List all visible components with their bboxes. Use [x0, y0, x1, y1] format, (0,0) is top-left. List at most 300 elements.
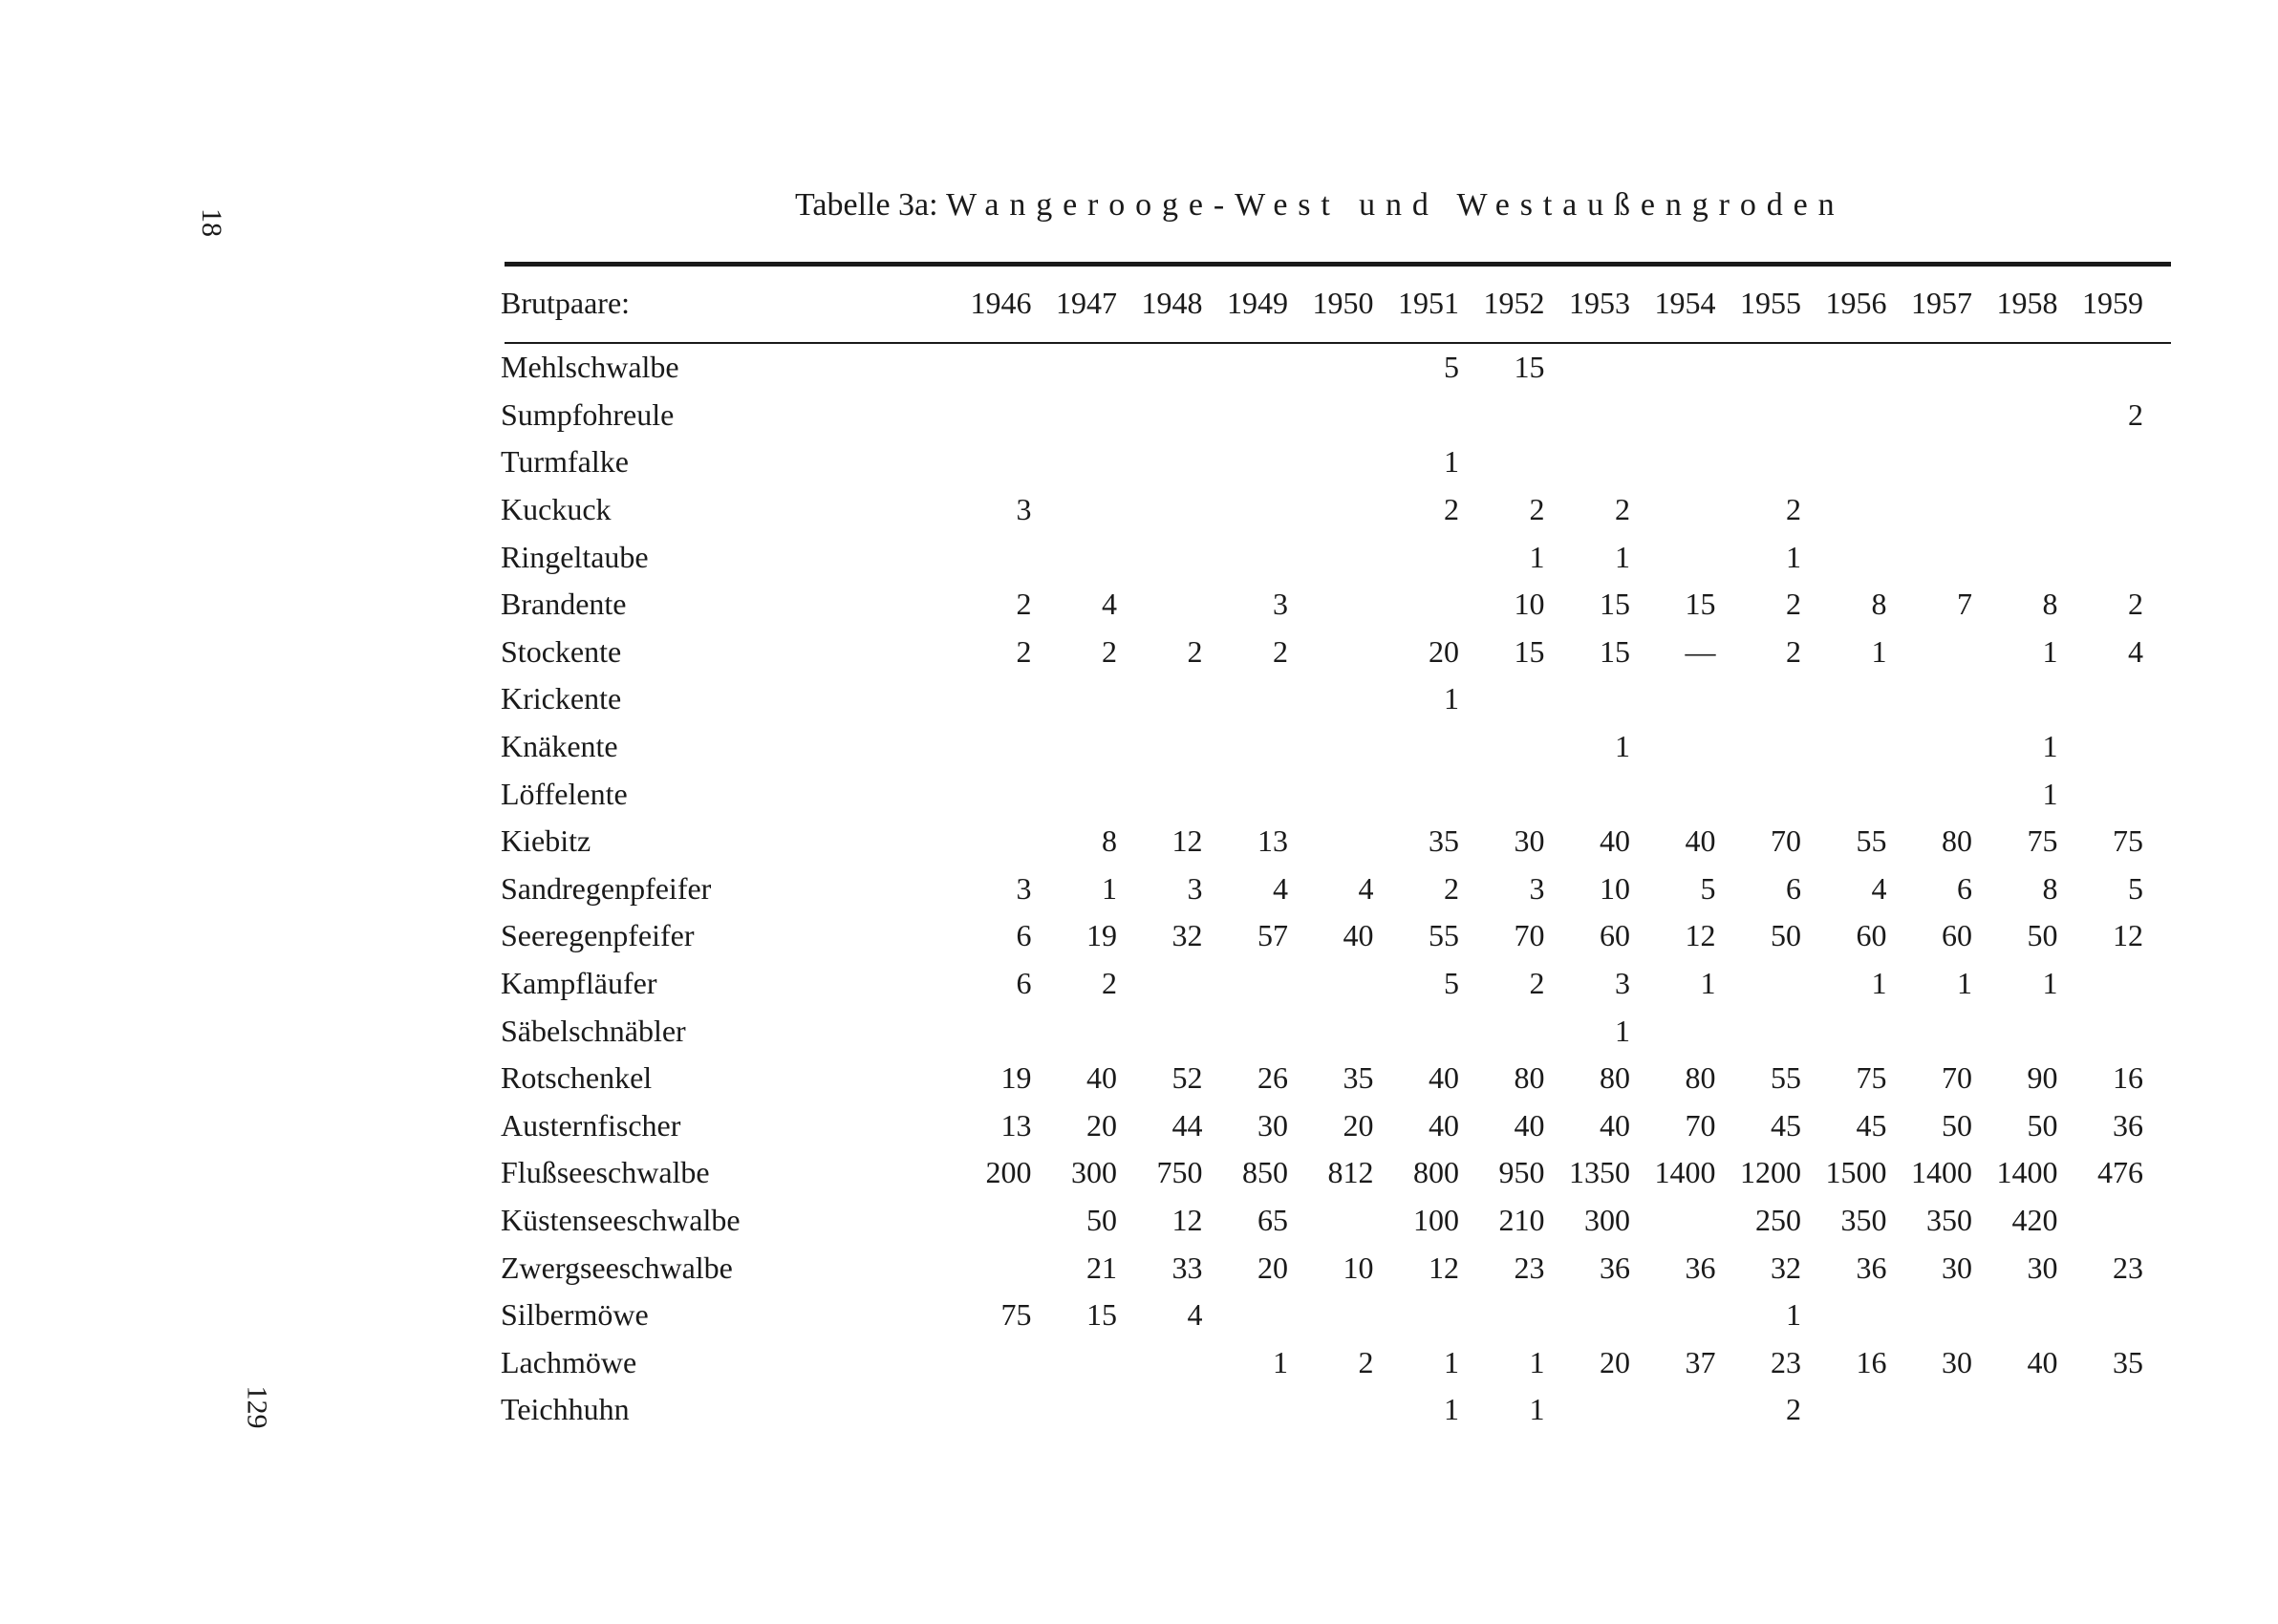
pair-count-cell: 8: [2042, 587, 2058, 622]
pair-count-cell: 45: [1771, 1107, 1801, 1143]
pair-count-cell: 44: [1171, 1107, 1203, 1143]
pair-count-cell: [1130, 1007, 1216, 1055]
pair-count-cell: [1986, 486, 2072, 534]
pair-count-cell: [1130, 1338, 1216, 1386]
pair-count-cell: 1: [1102, 870, 1117, 906]
pair-count-cell: 45: [1856, 1107, 1887, 1143]
pair-count-cell: 12: [1171, 1202, 1203, 1237]
pair-count-cell: [1045, 1007, 1131, 1055]
pair-count-cell: 1: [1786, 1297, 1801, 1333]
pair-count-cell: [1387, 1292, 1473, 1339]
pair-count-cell: 19: [1086, 918, 1117, 953]
pair-count-cell: [1986, 1007, 2072, 1055]
pair-count-cell: [1644, 344, 1730, 392]
pair-count-cell: [1472, 770, 1558, 818]
table-row: [501, 865, 2157, 913]
pair-count-cell: [1730, 344, 1816, 392]
pair-count-cell: [2072, 723, 2158, 771]
pair-count-cell: 1: [1529, 539, 1545, 574]
pair-count-cell: [1901, 770, 1987, 818]
pair-count-cell: [1644, 1007, 1730, 1055]
pair-count-cell: [2072, 1386, 2158, 1434]
pair-count-cell: 2: [1016, 587, 1032, 622]
pair-count-cell: [1815, 486, 1901, 534]
table-title-location: Wangerooge-West und Westaußengroden: [946, 187, 1845, 223]
pair-count-cell: [1901, 344, 1987, 392]
table-row: [501, 1197, 2157, 1245]
pair-count-cell: [1815, 675, 1901, 723]
pair-count-cell: [1558, 344, 1644, 392]
pair-count-cell: [1901, 438, 1987, 486]
species-name: Kampfläufer: [501, 966, 657, 1001]
pair-count-cell: [1130, 392, 1216, 439]
pair-count-cell: 2: [1529, 492, 1545, 527]
pair-count-cell: [1644, 1386, 1730, 1434]
pair-count-cell: [1216, 675, 1302, 723]
pair-count-cell: [1730, 960, 1816, 1008]
pair-count-cell: [2072, 1292, 2158, 1339]
pair-count-cell: [959, 1244, 1045, 1292]
pair-count-cell: 1: [2042, 729, 2058, 764]
pair-count-cell: 23: [1771, 1344, 1801, 1379]
pair-count-cell: [1216, 1292, 1302, 1339]
pair-count-cell: [1387, 533, 1473, 581]
pair-count-cell: [1301, 533, 1387, 581]
pair-count-cell: [959, 392, 1045, 439]
pair-count-cell: [1301, 581, 1387, 629]
pair-count-cell: [1558, 675, 1644, 723]
pair-count-cell: 1: [1444, 1392, 1459, 1427]
pair-count-cell: [959, 1197, 1045, 1245]
pair-count-cell: 15: [1600, 587, 1630, 622]
pair-count-cell: [1045, 438, 1131, 486]
pair-count-cell: 50: [1771, 918, 1801, 953]
pair-count-cell: 15: [1685, 587, 1716, 622]
pair-count-cell: 800: [1413, 1155, 1459, 1190]
pair-count-cell: [1644, 1197, 1730, 1245]
pair-count-cell: [1216, 486, 1302, 534]
pair-count-cell: 40: [1429, 1060, 1459, 1096]
year-header: 1953: [1569, 285, 1630, 320]
pair-count-cell: [959, 438, 1045, 486]
species-name: Kiebitz: [501, 823, 591, 859]
pair-count-cell: 812: [1327, 1155, 1374, 1190]
pair-count-cell: [1815, 1386, 1901, 1434]
pair-count-cell: 40: [1343, 918, 1374, 953]
pair-count-cell: 13: [1000, 1107, 1032, 1143]
species-name: Krickente: [501, 681, 622, 716]
pair-count-cell: 80: [1514, 1060, 1545, 1096]
year-header: 1958: [1996, 285, 2058, 320]
table-row: [501, 533, 2157, 581]
pair-count-cell: 60: [1942, 918, 1972, 953]
pair-count-cell: [1216, 770, 1302, 818]
table-row: [501, 770, 2157, 818]
pair-count-cell: 476: [2097, 1155, 2143, 1190]
pair-count-cell: [2072, 486, 2158, 534]
pair-count-cell: 90: [2027, 1060, 2058, 1096]
pair-count-cell: [1730, 1007, 1816, 1055]
pair-count-cell: [1644, 675, 1730, 723]
pair-count-cell: [1644, 1292, 1730, 1339]
pair-count-cell: [1472, 675, 1558, 723]
pair-count-cell: 2: [2128, 587, 2143, 622]
pair-count-cell: 19: [1000, 1060, 1032, 1096]
pair-count-cell: 300: [1071, 1155, 1117, 1190]
pair-count-cell: 2: [1102, 966, 1117, 1001]
pair-count-cell: 300: [1584, 1202, 1630, 1237]
pair-count-cell: 35: [2113, 1344, 2143, 1379]
pair-count-cell: 1: [2042, 966, 2058, 1001]
table-header-row: [501, 279, 2157, 327]
pair-count-cell: [1301, 1292, 1387, 1339]
pair-count-cell: [1472, 392, 1558, 439]
page-number-top: 18: [196, 208, 227, 237]
pair-count-cell: [1216, 438, 1302, 486]
table-row: [501, 723, 2157, 771]
table-row: [501, 1244, 2157, 1292]
pair-count-cell: [1301, 629, 1387, 676]
year-header: 1959: [2082, 285, 2143, 320]
pair-count-cell: [1901, 629, 1987, 676]
pair-count-cell: [2072, 770, 2158, 818]
pair-count-cell: [1901, 1007, 1987, 1055]
pair-count-cell: 4: [2128, 633, 2143, 669]
pair-count-cell: [1130, 723, 1216, 771]
pair-count-cell: 50: [2027, 1107, 2058, 1143]
pair-count-cell: [1387, 1007, 1473, 1055]
pair-count-cell: [1130, 675, 1216, 723]
pair-count-cell: 6: [1786, 870, 1801, 906]
pair-count-cell: [1301, 770, 1387, 818]
pair-count-cell: [1216, 344, 1302, 392]
pair-count-cell: [1301, 438, 1387, 486]
pair-count-cell: [959, 723, 1045, 771]
pair-count-cell: 2: [1016, 633, 1032, 669]
pair-count-cell: 12: [1171, 823, 1203, 859]
pair-count-cell: [1986, 1292, 2072, 1339]
pair-count-cell: [1045, 392, 1131, 439]
pair-count-cell: [1901, 1292, 1987, 1339]
pair-count-cell: [1730, 675, 1816, 723]
pair-count-cell: [1815, 1292, 1901, 1339]
year-header: 1948: [1141, 285, 1203, 320]
pair-count-cell: [1986, 1386, 2072, 1434]
pair-count-cell: 6: [1016, 966, 1032, 1001]
pair-count-cell: 8: [1102, 823, 1117, 859]
pair-count-cell: 50: [1942, 1107, 1972, 1143]
pair-count-cell: [1216, 723, 1302, 771]
species-name: Austernfischer: [501, 1107, 681, 1143]
pair-count-cell: [1301, 392, 1387, 439]
species-name: Küstenseeschwalbe: [501, 1202, 741, 1237]
pair-count-cell: 15: [1600, 633, 1630, 669]
table-title-prefix: Tabelle 3a:: [795, 187, 947, 223]
pair-count-cell: 1500: [1825, 1155, 1887, 1190]
pair-count-cell: [1045, 1386, 1131, 1434]
pair-count-cell: 1: [2042, 776, 2058, 811]
pair-count-cell: 7: [1957, 587, 1972, 622]
pair-count-cell: 4: [1102, 587, 1117, 622]
pair-count-cell: 20: [1086, 1107, 1117, 1143]
pair-count-cell: [1130, 770, 1216, 818]
pair-count-cell: 2: [1786, 1392, 1801, 1427]
pair-count-cell: 1: [1786, 539, 1801, 574]
pair-count-cell: [1730, 770, 1816, 818]
pair-count-cell: [1045, 675, 1131, 723]
pair-count-cell: [1301, 1197, 1387, 1245]
pair-count-cell: [959, 770, 1045, 818]
pair-count-cell: 4: [1273, 870, 1288, 906]
pair-count-cell: 2: [1529, 966, 1545, 1001]
pair-count-cell: 50: [2027, 918, 2058, 953]
pair-count-cell: [2072, 1007, 2158, 1055]
pair-count-cell: [1815, 770, 1901, 818]
pair-count-cell: 16: [2113, 1060, 2143, 1096]
species-name: Ringeltaube: [501, 539, 649, 574]
pair-count-cell: 1: [1615, 539, 1630, 574]
pair-count-cell: 1: [1957, 966, 1972, 1001]
pair-count-cell: 1400: [1996, 1155, 2058, 1190]
table-row: [501, 1102, 2157, 1150]
pair-count-cell: [1130, 960, 1216, 1008]
pair-count-cell: [1901, 723, 1987, 771]
pair-count-cell: 80: [1685, 1060, 1716, 1096]
pair-count-cell: 65: [1257, 1202, 1288, 1237]
pair-count-cell: 1400: [1911, 1155, 1972, 1190]
pair-count-cell: [1644, 533, 1730, 581]
pair-count-cell: [1301, 1007, 1387, 1055]
table-row: [501, 1292, 2157, 1339]
pair-count-cell: 250: [1755, 1202, 1801, 1237]
pair-count-cell: 30: [1514, 823, 1545, 859]
pair-count-cell: 20: [1343, 1107, 1374, 1143]
table-row: [501, 1149, 2157, 1197]
table-row: [501, 629, 2157, 676]
pair-count-cell: 30: [2027, 1250, 2058, 1285]
pair-count-cell: [1130, 581, 1216, 629]
pair-count-cell: 30: [1257, 1107, 1288, 1143]
pair-count-cell: 40: [1600, 823, 1630, 859]
pair-count-cell: 30: [1942, 1344, 1972, 1379]
pair-count-cell: 2: [1102, 633, 1117, 669]
table-row: [501, 675, 2157, 723]
pair-count-cell: 33: [1171, 1250, 1203, 1285]
table-row: [501, 581, 2157, 629]
pair-count-cell: 1: [2042, 633, 2058, 669]
pair-count-cell: 36: [2113, 1107, 2143, 1143]
pair-count-cell: [1558, 392, 1644, 439]
pair-count-cell: 1: [1444, 444, 1459, 480]
pair-count-cell: [2072, 1197, 2158, 1245]
pair-count-cell: 5: [1700, 870, 1716, 906]
pair-count-cell: 3: [1187, 870, 1203, 906]
pair-count-cell: 60: [1856, 918, 1887, 953]
species-name: Stockente: [501, 633, 622, 669]
pair-count-cell: 12: [2113, 918, 2143, 953]
pair-count-cell: 2: [1444, 492, 1459, 527]
year-header: 1954: [1654, 285, 1716, 320]
species-name: Rotschenkel: [501, 1060, 653, 1096]
pair-count-cell: 420: [2011, 1202, 2058, 1237]
pair-count-cell: 1: [1871, 633, 1887, 669]
pair-count-cell: 32: [1771, 1250, 1801, 1285]
pair-count-cell: 55: [1856, 823, 1887, 859]
table-row: [501, 960, 2157, 1008]
pair-count-cell: 35: [1343, 1060, 1374, 1096]
pair-count-cell: 70: [1685, 1107, 1716, 1143]
page-number-bottom: 129: [241, 1385, 273, 1429]
pair-count-cell: [1986, 392, 2072, 439]
pair-count-cell: 70: [1771, 823, 1801, 859]
pair-count-cell: 10: [1600, 870, 1630, 906]
pair-count-cell: 2: [1786, 633, 1801, 669]
pair-count-cell: 70: [1942, 1060, 1972, 1096]
pair-count-cell: 12: [1685, 918, 1716, 953]
species-name: Knäkente: [501, 729, 618, 764]
pair-count-cell: 1: [1273, 1344, 1288, 1379]
pair-count-cell: 80: [1942, 823, 1972, 859]
pair-count-cell: 75: [1856, 1060, 1887, 1096]
species-name: Turmfalke: [501, 444, 629, 480]
pair-count-cell: 23: [1514, 1250, 1545, 1285]
pair-count-cell: [1558, 770, 1644, 818]
pair-count-cell: [1644, 438, 1730, 486]
pair-count-cell: [2072, 675, 2158, 723]
pair-count-cell: 20: [1257, 1250, 1288, 1285]
species-name: Seeregenpfeifer: [501, 918, 695, 953]
pair-count-cell: 36: [1856, 1250, 1887, 1285]
pair-count-cell: [2072, 960, 2158, 1008]
pair-count-cell: 6: [1016, 918, 1032, 953]
pair-count-cell: [1301, 675, 1387, 723]
pair-count-cell: 1: [1700, 966, 1716, 1001]
species-name: Lachmöwe: [501, 1344, 637, 1379]
pair-count-cell: [1472, 1292, 1558, 1339]
pair-count-cell: [959, 818, 1045, 865]
pair-count-cell: [1986, 344, 2072, 392]
pair-count-cell: 1200: [1740, 1155, 1801, 1190]
species-name: Silbermöwe: [501, 1297, 649, 1333]
pair-count-cell: 1350: [1569, 1155, 1630, 1190]
pair-count-cell: 1: [1615, 729, 1630, 764]
pair-count-cell: 37: [1685, 1344, 1716, 1379]
pair-count-cell: [1815, 533, 1901, 581]
pair-count-cell: [1045, 723, 1131, 771]
pair-count-cell: 5: [1444, 350, 1459, 385]
pair-count-cell: [1986, 533, 2072, 581]
pair-count-cell: [1644, 723, 1730, 771]
pair-count-cell: 20: [1429, 633, 1459, 669]
pair-count-cell: 6: [1957, 870, 1972, 906]
pair-count-cell: 16: [1856, 1344, 1887, 1379]
species-name: Brandente: [501, 587, 627, 622]
pair-count-cell: [1644, 770, 1730, 818]
pair-count-cell: 200: [985, 1155, 1032, 1190]
pair-count-cell: [1815, 392, 1901, 439]
pair-count-cell: [2072, 438, 2158, 486]
species-name: Teichhuhn: [501, 1392, 630, 1427]
pair-count-cell: [1558, 1386, 1644, 1434]
table-row: [501, 1338, 2157, 1386]
pair-count-cell: 20: [1600, 1344, 1630, 1379]
pair-count-cell: [1986, 438, 2072, 486]
pair-count-cell: 21: [1086, 1250, 1117, 1285]
table-row: [501, 438, 2157, 486]
year-header: 1956: [1825, 285, 1887, 320]
species-name: Löffelente: [501, 776, 628, 811]
header-spacer: [501, 327, 2157, 344]
pair-count-cell: [1045, 486, 1131, 534]
pair-count-cell: [959, 533, 1045, 581]
pair-count-cell: 30: [1942, 1250, 1972, 1285]
pair-count-cell: 2: [1615, 492, 1630, 527]
pair-count-cell: 2: [1786, 492, 1801, 527]
pair-count-cell: 850: [1242, 1155, 1288, 1190]
pair-count-cell: [1216, 1007, 1302, 1055]
pair-count-cell: 1: [1871, 966, 1887, 1001]
pair-count-cell: 1: [1444, 1344, 1459, 1379]
pair-count-cell: [1301, 486, 1387, 534]
species-name: Sumpfohreule: [501, 396, 675, 432]
pair-count-cell: 40: [1514, 1107, 1545, 1143]
pair-count-cell: 4: [1871, 870, 1887, 906]
pair-count-cell: 4: [1187, 1297, 1203, 1333]
species-name: Sandregenpfeifer: [501, 870, 712, 906]
breeding-pairs-table: [501, 279, 2157, 1434]
pair-count-cell: [1130, 486, 1216, 534]
pair-count-cell: [1730, 392, 1816, 439]
pair-count-cell: 57: [1257, 918, 1288, 953]
pair-count-cell: [1045, 1338, 1131, 1386]
pair-count-cell: [1901, 1386, 1987, 1434]
year-header: 1946: [970, 285, 1032, 320]
pair-count-cell: 100: [1413, 1202, 1459, 1237]
pair-count-cell: [1901, 486, 1987, 534]
pair-count-cell: 40: [2027, 1344, 2058, 1379]
table-row: [501, 912, 2157, 960]
year-header: 1952: [1483, 285, 1545, 320]
table-row: [501, 1386, 2157, 1434]
pair-count-cell: 15: [1086, 1297, 1117, 1333]
pair-count-cell: 8: [1871, 587, 1887, 622]
pair-count-cell: 40: [1429, 1107, 1459, 1143]
pair-count-cell: 3: [1016, 492, 1032, 527]
pair-count-cell: [1387, 770, 1473, 818]
pair-count-cell: [1986, 675, 2072, 723]
pair-count-cell: 210: [1498, 1202, 1545, 1237]
pair-count-cell: 75: [2027, 823, 2058, 859]
pair-count-cell: [1558, 1292, 1644, 1339]
table-row: [501, 818, 2157, 865]
pair-count-cell: [1387, 581, 1473, 629]
pair-count-cell: 1: [1529, 1344, 1545, 1379]
pair-count-cell: 3: [1529, 870, 1545, 906]
pair-count-cell: 2: [2128, 396, 2143, 432]
table-title: [795, 187, 1844, 224]
pair-count-cell: 2: [1786, 587, 1801, 622]
pair-count-cell: [1387, 723, 1473, 771]
year-header: 1949: [1227, 285, 1288, 320]
pair-count-cell: 23: [2113, 1250, 2143, 1285]
pair-count-cell: [1216, 392, 1302, 439]
pair-count-cell: [1130, 344, 1216, 392]
pair-count-cell: [1301, 960, 1387, 1008]
species-name: Zwergseeschwalbe: [501, 1250, 733, 1285]
pair-count-cell: [1472, 438, 1558, 486]
pair-count-cell: [1130, 1386, 1216, 1434]
pair-count-cell: 55: [1771, 1060, 1801, 1096]
